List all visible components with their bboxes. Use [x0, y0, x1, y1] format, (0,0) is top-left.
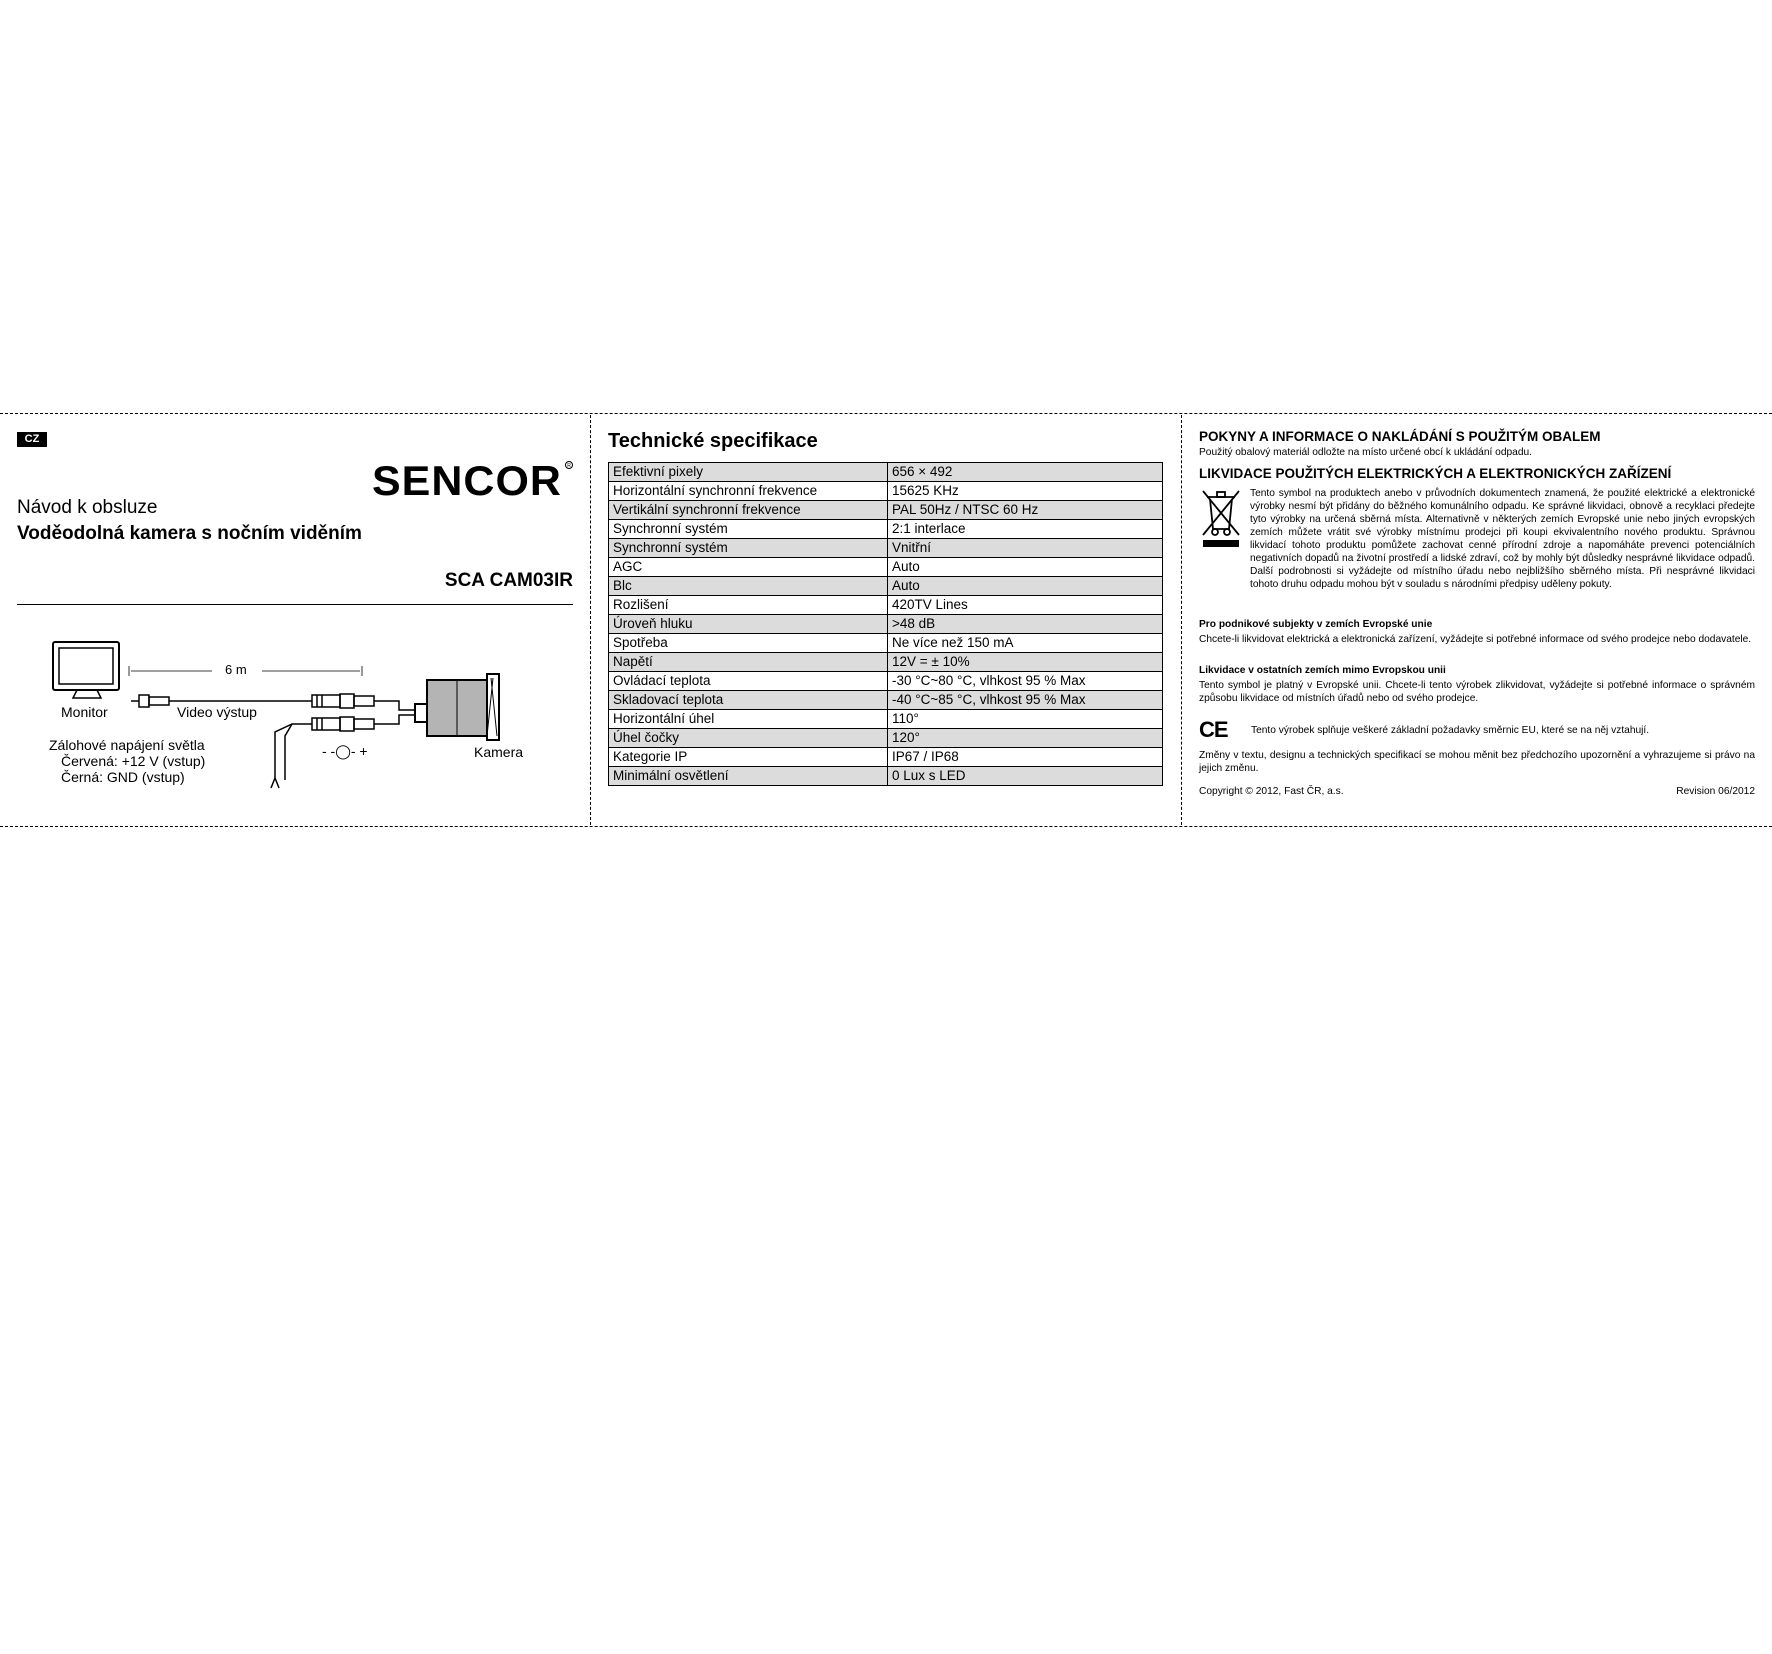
spec-row [609, 539, 1163, 558]
copyright: Copyright © 2012, Fast ČR, a.s. [1199, 786, 1344, 797]
spec-value: IP67 / IP68 [888, 748, 1163, 767]
weee-bin-icon [1199, 487, 1243, 549]
distance-label: 6 m [225, 662, 247, 677]
spec-row [609, 710, 1163, 729]
spec-key: Horizontální úhel [609, 710, 888, 729]
black-wire-label: Černá: GND (vstup) [61, 769, 185, 785]
manual-label: Návod k obsluze [17, 497, 158, 518]
spec-key: Minimální osvětlení [609, 767, 888, 786]
spec-row [609, 691, 1163, 710]
spec-value: 0 Lux s LED [888, 767, 1163, 786]
spec-value: -30 °C~80 °C, vlhkost 95 % Max [888, 672, 1163, 691]
spec-value: -40 °C~85 °C, vlhkost 95 % Max [888, 691, 1163, 710]
spec-key: Blc [609, 577, 888, 596]
spec-value: Auto [888, 577, 1163, 596]
bottom-cut-line [0, 826, 1772, 827]
video-output-label: Video výstup [177, 704, 257, 720]
spec-table [608, 462, 1163, 786]
eu-business-text: Chcete-li likvidovat elektrická a elektronická zařízení, vyžádejte si potřebné informace od svého prodejce nebo dodavatele. [1199, 634, 1752, 645]
monitor-label: Monitor [61, 704, 108, 720]
wiring-diagram [17, 630, 577, 790]
spec-value: Ne více než 150 mA [888, 634, 1163, 653]
non-eu-text: Tento symbol je platný v Evropské unii. Chcete-li tento výrobek zlikvidovat, vyžádejte si potřebné informace o správném způsobu likvidace od místních úřadů nebo od svého prodejce. [1199, 680, 1755, 704]
spec-key: Napětí [609, 653, 888, 672]
sencor-logo [372, 455, 574, 503]
spec-row [609, 634, 1163, 653]
spec-key: Efektivní pixely [609, 463, 888, 482]
spec-row [609, 767, 1163, 786]
backup-power-label: Zálohové napájení světla [49, 737, 205, 753]
header-rule [17, 604, 573, 605]
monitor-icon [53, 642, 119, 698]
weee-text: Tento symbol na produktech anebo v průvodních dokumentech znamená, že použité elektrické a elektronické výrobky nesmí být přidány do běžného komunálního odpadu. Ke správné likvidaci, obnově a recyklaci předejte tyto výrobky na určená sběrná místa. Alternativně v některých zemích Evropské unie nebo jiných evropských zemích můžete vrátit své výrobky místnímu prodejci při koupi ekvivalentního nového produktu. Správnou likvidací tohoto produktu pomůžete zachovat cenné přírodní zdroje a napomáháte prevenci potenciálních negativních dopadů na životní prostředí a lidské zdraví, což by mohly být důsledky nesprávné likvidace odpadů. Další podrobnosti si vyžádejte od místního úřadu nebo nejbližšího sběrného místa. Při nesprávné likvidaci tohoto druhu odpadu mohou být v souladu s národními předpisy uděleny pokuty. [1250, 488, 1755, 590]
spec-row [609, 520, 1163, 539]
spec-row [609, 748, 1163, 767]
model-number: SCA CAM03IR [444, 570, 573, 591]
red-wire-label: Červená: +12 V (vstup) [61, 753, 206, 769]
spec-value: 15625 KHz [888, 482, 1163, 501]
spec-key: Ovládací teplota [609, 672, 888, 691]
spec-value: >48 dB [888, 615, 1163, 634]
spec-value: Vnitřní [888, 539, 1163, 558]
fold-line-1 [590, 415, 591, 825]
top-cut-line [0, 413, 1772, 414]
revision: Revision 06/2012 [1676, 786, 1755, 797]
ce-mark-icon: CE [1199, 717, 1228, 742]
language-badge: CZ [17, 432, 47, 447]
spec-key: Kategorie IP [609, 748, 888, 767]
spec-value: 120° [888, 729, 1163, 748]
changes-notice: Změny v textu, designu a technických specifikací se mohou měnit bez předchozího upozornění a vyhrazujeme si právo na jejich změnu. [1199, 750, 1755, 774]
packaging-text: Použitý obalový materiál odložte na místo určené obcí k ukládání odpadu. [1199, 447, 1532, 458]
camera-label: Kamera [474, 744, 524, 760]
spec-key: Vertikální synchronní frekvence [609, 501, 888, 520]
spec-row [609, 463, 1163, 482]
spec-key: AGC [609, 558, 888, 577]
spec-key: Rozlišení [609, 596, 888, 615]
spec-row [609, 558, 1163, 577]
packaging-heading: POKYNY A INFORMACE O NAKLÁDÁNÍ S POUŽITÝM OBALEM [1199, 429, 1601, 444]
ce-text: Tento výrobek splňuje veškeré základní požadavky směrnic EU, které se na něj vztahují. [1251, 725, 1650, 736]
spec-key: Úhel čočky [609, 729, 888, 748]
spec-row [609, 672, 1163, 691]
spec-key: Horizontální synchronní frekvence [609, 482, 888, 501]
spec-row [609, 577, 1163, 596]
spec-value: 2:1 interlace [888, 520, 1163, 539]
spec-row [609, 501, 1163, 520]
spec-row [609, 596, 1163, 615]
spec-value: 656 × 492 [888, 463, 1163, 482]
brand-text: SENCOR [372, 457, 562, 503]
spec-key: Spotřeba [609, 634, 888, 653]
weee-heading: LIKVIDACE POUŽITÝCH ELEKTRICKÝCH A ELEKTRONICKÝCH ZAŘÍZENÍ [1199, 466, 1672, 481]
spec-value: 12V = ± 10% [888, 653, 1163, 672]
spec-key: Synchronní systém [609, 539, 888, 558]
spec-value: PAL 50Hz / NTSC 60 Hz [888, 501, 1163, 520]
svg-text:R: R [567, 463, 571, 469]
spec-row [609, 653, 1163, 672]
spec-key: Skladovací teplota [609, 691, 888, 710]
spec-row [609, 615, 1163, 634]
spec-value: 110° [888, 710, 1163, 729]
spec-row [609, 729, 1163, 748]
rca-connectors-icon [271, 694, 415, 788]
non-eu-heading: Likvidace v ostatních zemích mimo Evropskou unii [1199, 665, 1446, 676]
spec-value: Auto [888, 558, 1163, 577]
spec-title: Technické specifikace [608, 430, 818, 452]
spec-key: Synchronní systém [609, 520, 888, 539]
spec-value: 420TV Lines [888, 596, 1163, 615]
fold-line-2 [1181, 415, 1182, 825]
product-name: Voděodolná kamera s nočním viděním [17, 523, 362, 544]
camera-icon [415, 674, 499, 740]
eu-business-heading: Pro podnikové subjekty v zemích Evropské unie [1199, 619, 1433, 630]
spec-key: Úroveň hluku [609, 615, 888, 634]
spec-row [609, 482, 1163, 501]
polarity-label: - -◯- + [322, 743, 368, 759]
